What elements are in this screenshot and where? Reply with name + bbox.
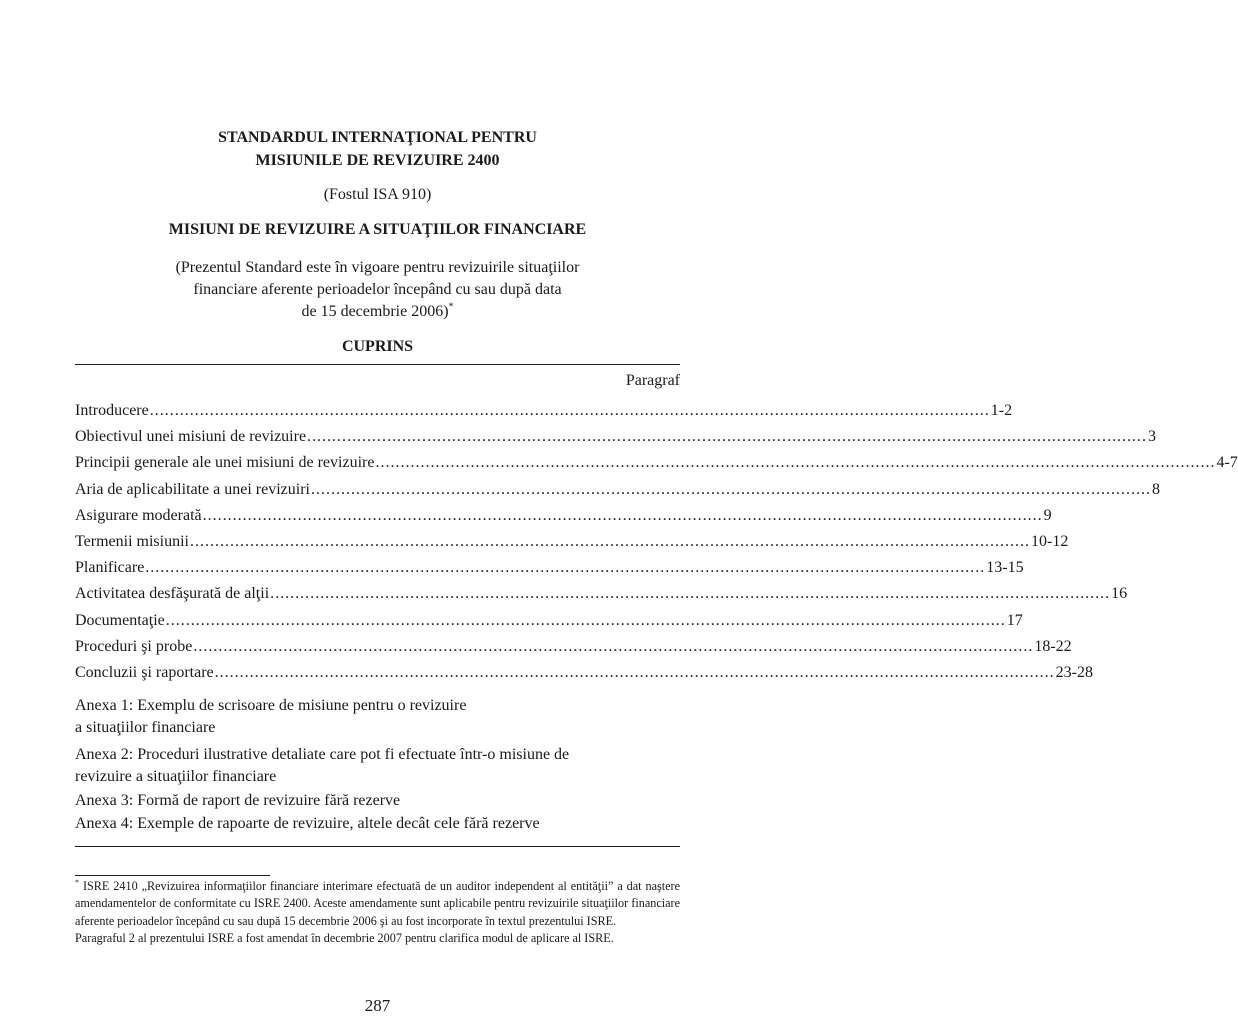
annex-3-entry: Anexa 3: Formă de raport de revizuire fără rezerve [75, 792, 401, 809]
footnote-paragraph-1 [75, 878, 680, 930]
footnote-paragraph-2: Paragraful 2 al prezentului ISRE a fost amendat în decembrie 2007 pentru clarifica modul de aplicare al ISRE. [75, 931, 614, 946]
effective-note-line2: financiare aferente perioadelor începând cu sau după data [193, 281, 562, 298]
standard-title-line2: MISIUNILE DE REVIZUIRE 2400 [255, 152, 500, 169]
contents-bottom-divider [75, 846, 680, 847]
toc-entry-paragraphs: 9 [1043, 506, 1052, 524]
footnote [75, 878, 680, 948]
annex-2-line1: Anexa 2: Proceduri ilustrative detaliate care pot fi efectuate într-o misiune de [75, 746, 570, 763]
toc-entry-label: Introducere [75, 402, 149, 419]
document-page [75, 0, 1238, 1024]
effective-note-line1: (Prezentul Standard este în vigoare pentru revizuirile situaţiilor [175, 259, 580, 276]
annex-1-line1: Anexa 1: Exemplu de scrisoare de misiune pentru o revizuire [75, 697, 467, 714]
toc-entry-paragraphs: 18-22 [1034, 637, 1072, 655]
toc-entry [75, 402, 1013, 428]
toc-leader-dots: ........................................................................................................................................................................ [165, 611, 1006, 629]
toc-entry-paragraphs: 16 [1111, 585, 1128, 603]
toc-entry-paragraphs: 1-2 [990, 402, 1013, 419]
annex-2-entry [75, 744, 680, 788]
toc-entry-paragraphs: 17 [1006, 611, 1023, 629]
toc-leader-dots: ........................................................................................................................................................................ [375, 454, 1216, 472]
contents-heading: CUPRINS [341, 338, 414, 355]
toc-entry [75, 480, 1160, 507]
toc-entry [75, 611, 1023, 638]
toc-entry-paragraphs: 10-12 [1030, 532, 1069, 550]
document-subtitle: MISIUNI DE REVIZUIRE A SITUAŢIILOR FINANCIARE [168, 221, 587, 238]
toc-entry [75, 637, 1072, 664]
annex-2-line2: revizuire a situaţiilor financiare [75, 768, 277, 785]
footnote-reference-mark: * [448, 301, 454, 313]
footnote-separator [75, 875, 270, 876]
formerly-label: (Fostul ISA 910) [323, 186, 432, 203]
toc-leader-dots: ........................................................................................................................................................................ [307, 428, 1148, 446]
toc-entry [75, 559, 1024, 585]
footnote-text-1: ISRE 2410 „Revizuirea informaţiilor financiare interimare efectuată de un auditor independent al entităţii” a dat naştere amendamentelor de conformitate cu ISRE 2400. Aceste amendamente sunt aplicabile pentru revizuirile situaţiilor financiare aferente perioadelor începând cu sau după 15 decembrie 2006 şi au fost incorporate în textul prezentului ISRE. [75, 879, 680, 928]
standard-title-line1: STANDARDUL INTERNAŢIONAL PENTRU [218, 129, 537, 146]
toc-entry-label: Documentaţie [75, 611, 165, 629]
toc-entry-label: Termenii misiunii [75, 532, 189, 550]
toc-leader-dots: ........................................................................................................................................................................ [193, 637, 1034, 655]
toc-entry [75, 506, 1052, 533]
toc-entry-paragraphs: 13-15 [986, 559, 1024, 577]
toc-entry-paragraphs: 3 [1148, 428, 1157, 446]
toc-leader-dots: ........................................................................................................................................................................ [189, 532, 1030, 550]
toc-entry-label: Obiectivul unei misiuni de revizuire [75, 428, 307, 446]
toc-entry-label: Aria de aplicabilitate a unei revizuiri [75, 480, 310, 498]
toc-leader-dots: ........................................................................................................................................................................ [270, 585, 1111, 603]
page-number: 287 [364, 996, 391, 1015]
toc-leader-dots: ........................................................................................................................................................................ [214, 663, 1055, 681]
toc-entry-label: Principii generale ale unei misiuni de revizuire [75, 454, 375, 472]
toc-entry-label: Asigurare moderată [75, 506, 202, 524]
toc-leader-dots: ........................................................................................................................................................................ [202, 506, 1043, 524]
toc-entry-label: Planificare [75, 559, 145, 577]
toc-entry-label: Concluzii şi raportare [75, 663, 214, 681]
toc-entry [75, 585, 1128, 611]
paragraph-column-label: Paragraf [625, 372, 680, 389]
toc-leader-dots: ........................................................................................................................................................................ [145, 559, 986, 577]
annex-1-line2: a situaţiilor financiare [75, 719, 216, 736]
toc-entry [75, 454, 1238, 480]
toc-entry-paragraphs: 4-7 [1216, 454, 1238, 472]
toc-leader-dots: ........................................................................................................................................................................ [149, 402, 990, 419]
toc-leader-dots: ........................................................................................................................................................................ [311, 480, 1151, 498]
contents-top-divider [75, 364, 680, 365]
effective-date-note [75, 257, 680, 323]
annex-1-entry [75, 695, 680, 739]
table-of-contents [75, 402, 1238, 690]
toc-entry-paragraphs: 8 [1152, 480, 1160, 498]
footnote-mark: * [75, 877, 79, 887]
toc-entry-label: Activitatea desfăşurată de alţii [75, 585, 270, 603]
toc-entry-label: Proceduri şi probe [75, 637, 193, 655]
effective-note-line3: de 15 decembrie 2006) [301, 303, 449, 320]
toc-entry-paragraphs: 23-28 [1055, 663, 1093, 681]
toc-entry [75, 663, 1093, 690]
toc-entry [75, 428, 1157, 454]
toc-entry [75, 532, 1069, 559]
annex-4-entry: Anexa 4: Exemple de rapoarte de revizuire, altele decât cele fără rezerve [75, 815, 540, 832]
